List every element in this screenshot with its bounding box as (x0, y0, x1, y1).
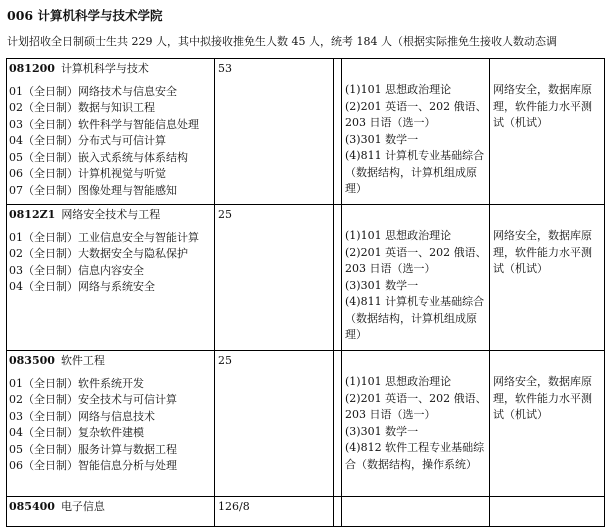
enrollment-count: 53 (218, 62, 232, 75)
department-name: 计算机科学与技术学院 (37, 8, 163, 23)
exam-subject-item: (1)101 思想政治理论 (345, 83, 452, 96)
retest-subjects: 网络安全，数据库原理，软件能力水平测试（机试） (493, 229, 592, 275)
exam-subjects (342, 59, 489, 198)
major-heading (7, 205, 214, 224)
research-direction-item: 04（全日制）网络与系统安全 (9, 280, 155, 293)
major-cell (7, 59, 215, 205)
retest-subjects: 网络安全，数据库原理，软件能力水平测试（机试） (493, 83, 592, 129)
exam-subjects (342, 205, 489, 344)
research-direction-item: 05（全日制）嵌入式系统与体系结构 (9, 150, 188, 164)
major-row (7, 351, 605, 497)
enrollment-count: 126/8 (218, 500, 250, 513)
research-directions (7, 224, 214, 296)
department-code: 006 (7, 8, 34, 23)
major-code: 0812Z1 (9, 208, 56, 221)
research-direction-item: 04（全日制）复杂软件建模 (9, 426, 144, 439)
enrollment-cell (215, 205, 334, 351)
exam-subject-item: (4)811 计算机专业基础综合（数据结构，计算机组成原理） (345, 295, 485, 341)
major-heading (7, 497, 214, 516)
enrollment-count: 25 (218, 208, 232, 221)
research-direction-item: 01（全日制）网络技术与信息安全 (9, 84, 177, 98)
major-catalog-table (6, 58, 605, 527)
retest-subjects-cell (490, 497, 605, 527)
major-row (7, 59, 605, 205)
major-heading (7, 59, 214, 78)
major-code: 085400 (9, 500, 55, 513)
major-row (7, 497, 605, 527)
enrollment-cell (215, 351, 334, 497)
enrollment-cell (215, 59, 334, 205)
retest-subjects-cell (490, 351, 605, 497)
research-directions (7, 78, 214, 200)
department-title (7, 6, 605, 24)
research-direction-item: 02（全日制）安全技术与可信计算 (9, 393, 177, 406)
major-cell (7, 497, 215, 527)
retest-subjects: 网络安全，数据库原理，软件能力水平测试（机试） (493, 375, 592, 421)
major-heading (7, 351, 214, 370)
major-code: 081200 (9, 62, 55, 75)
exam-subject-item: (1)101 思想政治理论 (345, 375, 452, 388)
research-direction-item: 01（全日制）软件系统开发 (9, 376, 144, 390)
exam-subject-item: (2)201 英语一、202 俄语、203 日语（选一） (345, 245, 487, 275)
enrollment-cell (215, 497, 334, 527)
exam-subjects-cell (342, 497, 490, 527)
retest-subjects-cell (490, 205, 605, 351)
exam-subjects (342, 351, 489, 473)
research-direction-item: 06（全日制）智能信息分析与处理 (9, 459, 177, 472)
research-direction-item: 06（全日制）计算机视觉与听觉 (9, 167, 166, 180)
research-direction-item: 03（全日制）网络与信息技术 (9, 409, 155, 423)
research-directions (7, 370, 214, 475)
department-enrollment-summary: 计划招收全日制硕士生共 229 人，其中拟接收推免生人数 45 人，统考 184 人（根据实际推免生接收人数动态调 (7, 35, 557, 48)
exam-subject-item: (4)811 计算机专业基础综合（数据结构，计算机组成原理） (345, 149, 485, 195)
exam-subject-item: (3)301 数学一 (345, 424, 419, 438)
exam-subjects-cell (342, 205, 490, 351)
exam-subject-item: (2)201 英语一、202 俄语、203 日语（选一） (345, 99, 487, 129)
enrollment-count: 25 (218, 354, 232, 367)
exam-subject-item: (3)301 数学一 (345, 132, 419, 146)
research-direction-item: 02（全日制）数据与知识工程 (9, 101, 155, 114)
research-direction-item: 03（全日制）软件科学与智能信息处理 (9, 117, 199, 131)
major-name: 计算机科学与技术 (60, 62, 149, 75)
exam-subject-item: (1)101 思想政治理论 (345, 229, 452, 242)
research-direction-item: 03（全日制）信息内容安全 (9, 263, 144, 277)
major-row (7, 205, 605, 351)
exam-subjects-cell (342, 351, 490, 497)
exam-subject-item: (4)812 软件工程专业基础综合（数据结构，操作系统） (345, 441, 485, 471)
major-name: 软件工程 (60, 354, 105, 367)
major-code: 083500 (9, 354, 55, 367)
major-name: 网络安全技术与工程 (61, 208, 161, 221)
blank-cell (334, 497, 342, 527)
major-cell (7, 205, 215, 351)
major-name: 电子信息 (60, 500, 105, 513)
retest-subjects-cell (490, 59, 605, 205)
exam-subject-item: (2)201 英语一、202 俄语、203 日语（选一） (345, 391, 487, 421)
major-cell (7, 351, 215, 497)
blank-cell (334, 351, 342, 497)
blank-cell (334, 205, 342, 351)
blank-cell (334, 59, 342, 205)
exam-subject-item: (3)301 数学一 (345, 278, 419, 292)
exam-subjects-cell (342, 59, 490, 205)
research-direction-item: 05（全日制）服务计算与数据工程 (9, 442, 177, 456)
research-direction-item: 07（全日制）图像处理与智能感知 (9, 183, 177, 197)
research-direction-item: 04（全日制）分布式与可信计算 (9, 134, 166, 147)
research-direction-item: 02（全日制）大数据安全与隐私保护 (9, 247, 188, 260)
research-direction-item: 01（全日制）工业信息安全与智能计算 (9, 230, 199, 244)
